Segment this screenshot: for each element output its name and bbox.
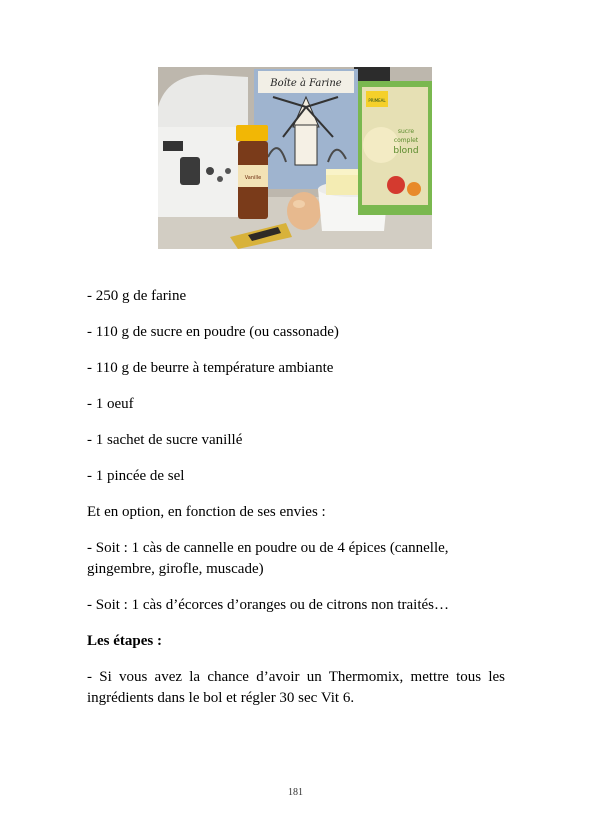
page-number: 181: [288, 787, 303, 798]
ingredients-photo-drawing: [158, 67, 432, 249]
ingredient-line: - 110 g de sucre en poudre (ou cassonade): [87, 324, 339, 340]
sugar-brand: PRIMEAL: [368, 98, 386, 103]
ingredients-photo: [158, 67, 432, 249]
option-line: - Soit : 1 càs de cannelle en poudre ou de 4 épices (cannelle, gingembre, girofle, muscade): [87, 540, 449, 577]
sugar-label-3: blond: [393, 146, 419, 156]
ingredient-line: - 1 pincée de sel: [87, 468, 185, 484]
step-line: - Si vous avez la chance d’avoir un Thermomix, mettre tous les ingrédients dans le bol et régler 30 sec Vit 6.: [87, 669, 505, 706]
recipe-text: [87, 286, 505, 724]
sugar-label-1: sucre: [397, 128, 415, 135]
ingredient-line: - 1 oeuf: [87, 396, 134, 412]
ingredient-line: - 110 g de beurre à température ambiante: [87, 360, 334, 376]
sugar-label-2: complet: [393, 137, 419, 144]
ingredient-line: - 1 sachet de sucre vanillé: [87, 432, 243, 448]
ingredient-line: - 250 g de farine: [87, 288, 187, 304]
options-intro: Et en option, en fonction de ses envies :: [87, 504, 326, 520]
flour-box-label: Boîte à Farine: [270, 78, 342, 89]
option-line: - Soit : 1 càs d’écorces d’oranges ou de citrons non traités…: [87, 597, 449, 613]
steps-heading: Les étapes :: [87, 633, 162, 649]
vanilla-jar-label: Vanille: [244, 175, 262, 181]
